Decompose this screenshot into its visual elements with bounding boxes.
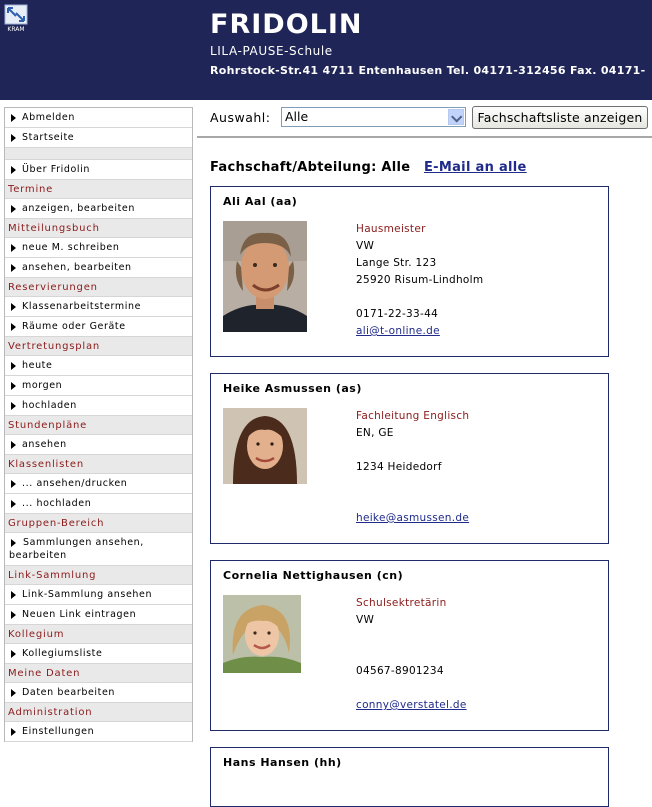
sidebar-item-label: anzeigen, bearbeiten [22,203,135,214]
fachschaft-select[interactable] [281,107,466,127]
arrow-right-icon [11,244,16,252]
school-address: Rohrstock-Str.41 4711 Entenhausen Tel. 04171-312456 Fax. 04171- [210,64,646,77]
sidebar-item-link-eintragen[interactable] [5,605,192,625]
arrow-right-icon [11,650,16,658]
sidebar-item-label: ansehen, bearbeiten [22,262,132,273]
sidebar-item-label: heute [22,360,53,371]
blank-line [356,476,469,493]
sidebar-item-morgen[interactable] [5,376,192,396]
person-name: Ali Aal (aa) [223,195,298,208]
sidebar-section-kollegium: Kollegium [5,625,192,644]
person-photo [223,221,307,332]
sidebar-item-ueber[interactable] [5,160,192,180]
sidebar-section-vertretungsplan: Vertretungsplan [5,337,192,356]
sidebar-item-label: morgen [22,380,63,391]
sidebar-spacer [5,148,192,160]
person-email-link[interactable]: ali@t-online.de [356,325,440,337]
person-email-link[interactable]: heike@asmussen.de [356,512,470,524]
sidebar-item-mitteilungen-ansehen[interactable] [5,258,192,278]
person-card [210,747,609,807]
sidebar-item-abmelden[interactable] [5,108,192,128]
person-card [210,373,609,544]
person-role: Hausmeister [356,223,426,235]
blank-line [356,680,467,697]
arrow-right-icon [11,611,16,619]
sidebar-item-kollegiumsliste[interactable] [5,644,192,664]
arrow-right-icon [11,500,16,508]
blank-line [356,289,483,306]
person-photo [223,595,301,673]
sidebar-item-label: Neuen Link eintragen [22,609,137,620]
sidebar-section-stundenplaene: Stundenpläne [5,416,192,435]
blank-line [356,646,467,663]
sidebar-item-stundenplan-ansehen[interactable] [5,435,192,455]
sidebar-item-links-ansehen[interactable] [5,585,192,605]
sidebar-section-klassenlisten: Klassenlisten [5,455,192,474]
arrow-right-icon [11,323,16,331]
person-email-link[interactable]: conny@verstatel.de [356,699,467,711]
sidebar-item-label: hochladen [22,400,77,411]
sidebar-item-startseite[interactable] [5,128,192,148]
sidebar-section-administration: Administration [5,703,192,722]
blank-line [356,629,467,646]
sidebar-item-label: neue M. schreiben [22,242,120,253]
sidebar-section-mitteilungsbuch: Mitteilungsbuch [5,219,192,238]
sidebar-item-label: Räume oder Geräte [22,321,126,332]
logo-text: KRAM [7,26,25,32]
arrow-right-icon [11,402,16,410]
sidebar-item-raeume-geraete[interactable] [5,317,192,337]
sidebar-item-neue-mitteilung[interactable] [5,238,192,258]
sidebar-item-label: Sammlungen ansehen, bearbeiten [9,537,144,561]
sidebar-section-link-sammlung: Link-Sammlung [5,566,192,585]
sidebar-item-daten-bearbeiten[interactable] [5,683,192,703]
person-phone: 04567-8901234 [356,665,444,677]
sidebar-item-klassenlisten-hochladen[interactable] [5,494,192,514]
arrow-right-icon [11,382,16,390]
sidebar-item-label: Daten bearbeiten [22,687,116,698]
blank-line [356,442,469,459]
person-role: Fachleitung Englisch [356,410,470,422]
sidebar-item-label: Kollegiumsliste [22,648,103,659]
arrow-right-icon [11,134,16,142]
person-city: 1234 Heidedorf [356,461,442,473]
sidebar-item-label: Link-Sammlung ansehen [22,589,153,600]
sidebar-section-reservierungen: Reservierungen [5,278,192,297]
chevron-down-icon[interactable] [448,109,464,125]
person-street: Lange Str. 123 [356,257,437,269]
person-info [356,221,483,340]
person-name: Cornelia Nettighausen (cn) [223,569,404,582]
arrow-right-icon [11,114,16,122]
arrow-right-icon [11,728,16,736]
sidebar-item-vp-hochladen[interactable] [5,396,192,416]
arrow-right-icon [11,166,16,174]
sidebar-item-label: Einstellungen [22,726,95,737]
arrow-right-icon [11,264,16,272]
arrow-right-icon [11,205,16,213]
email-all-link[interactable]: E-Mail an alle [424,160,527,175]
sidebar-item-label: ... ansehen/drucken [22,478,128,489]
sidebar-item-klassenarbeitstermine[interactable] [5,297,192,317]
arrow-right-icon [11,303,16,311]
sidebar-item-sammlungen[interactable] [5,533,192,566]
select-value: Alle [285,109,309,124]
arrow-right-icon [11,362,16,370]
arrow-right-icon [11,441,16,449]
sidebar-item-termine-anzeigen[interactable] [5,199,192,219]
sidebar-item-label: Abmelden [22,112,75,123]
sidebar-section-meine-daten: Meine Daten [5,664,192,683]
arrow-right-icon [11,591,16,599]
arrow-right-icon [11,480,16,488]
arrow-right-icon [11,539,16,547]
person-city: 25920 Risum-Lindholm [356,274,484,286]
school-name: LILA-PAUSE-Schule [210,44,333,58]
person-info [356,408,469,527]
sidebar-item-label: Startseite [22,132,75,143]
header-banner [0,0,652,100]
section-heading: Fachschaft/Abteilung: Alle [210,160,411,175]
sidebar-item-label: Über Fridolin [22,164,91,175]
sidebar-item-label: ansehen [22,439,67,450]
sidebar-section-gruppen: Gruppen-Bereich [5,514,192,533]
person-photo [223,408,307,484]
sidebar-item-heute[interactable] [5,356,192,376]
auswahl-label: Auswahl: [210,110,271,125]
blank-line [356,493,469,510]
arrow-right-icon [11,689,16,697]
sidebar-item-klassenlisten-ansehen[interactable] [5,474,192,494]
person-subjects: VW [356,240,375,252]
person-subjects: VW [356,614,375,626]
person-name: Heike Asmussen (as) [223,382,362,395]
fachschaftsliste-anzeigen-button[interactable]: Fachschaftsliste anzeigen [472,106,648,129]
sidebar-item-label: ... hochladen [22,498,92,509]
person-name: Hans Hansen (hh) [223,756,342,769]
sidebar-item-label: Klassenarbeitstermine [22,301,142,312]
app-title: FRIDOLIN [210,9,363,40]
person-role: Schulsektretärin [356,597,447,609]
person-card [210,186,609,357]
person-phone: 0171-22-33-44 [356,308,439,320]
divider [197,136,652,138]
app-logo-icon[interactable] [4,4,28,32]
sidebar-section-termine: Termine [5,180,192,199]
person-card [210,560,609,731]
person-subjects: EN, GE [356,427,394,439]
sidebar-item-einstellungen[interactable] [5,722,192,742]
sidebar-nav [4,107,193,742]
person-info [356,595,467,714]
